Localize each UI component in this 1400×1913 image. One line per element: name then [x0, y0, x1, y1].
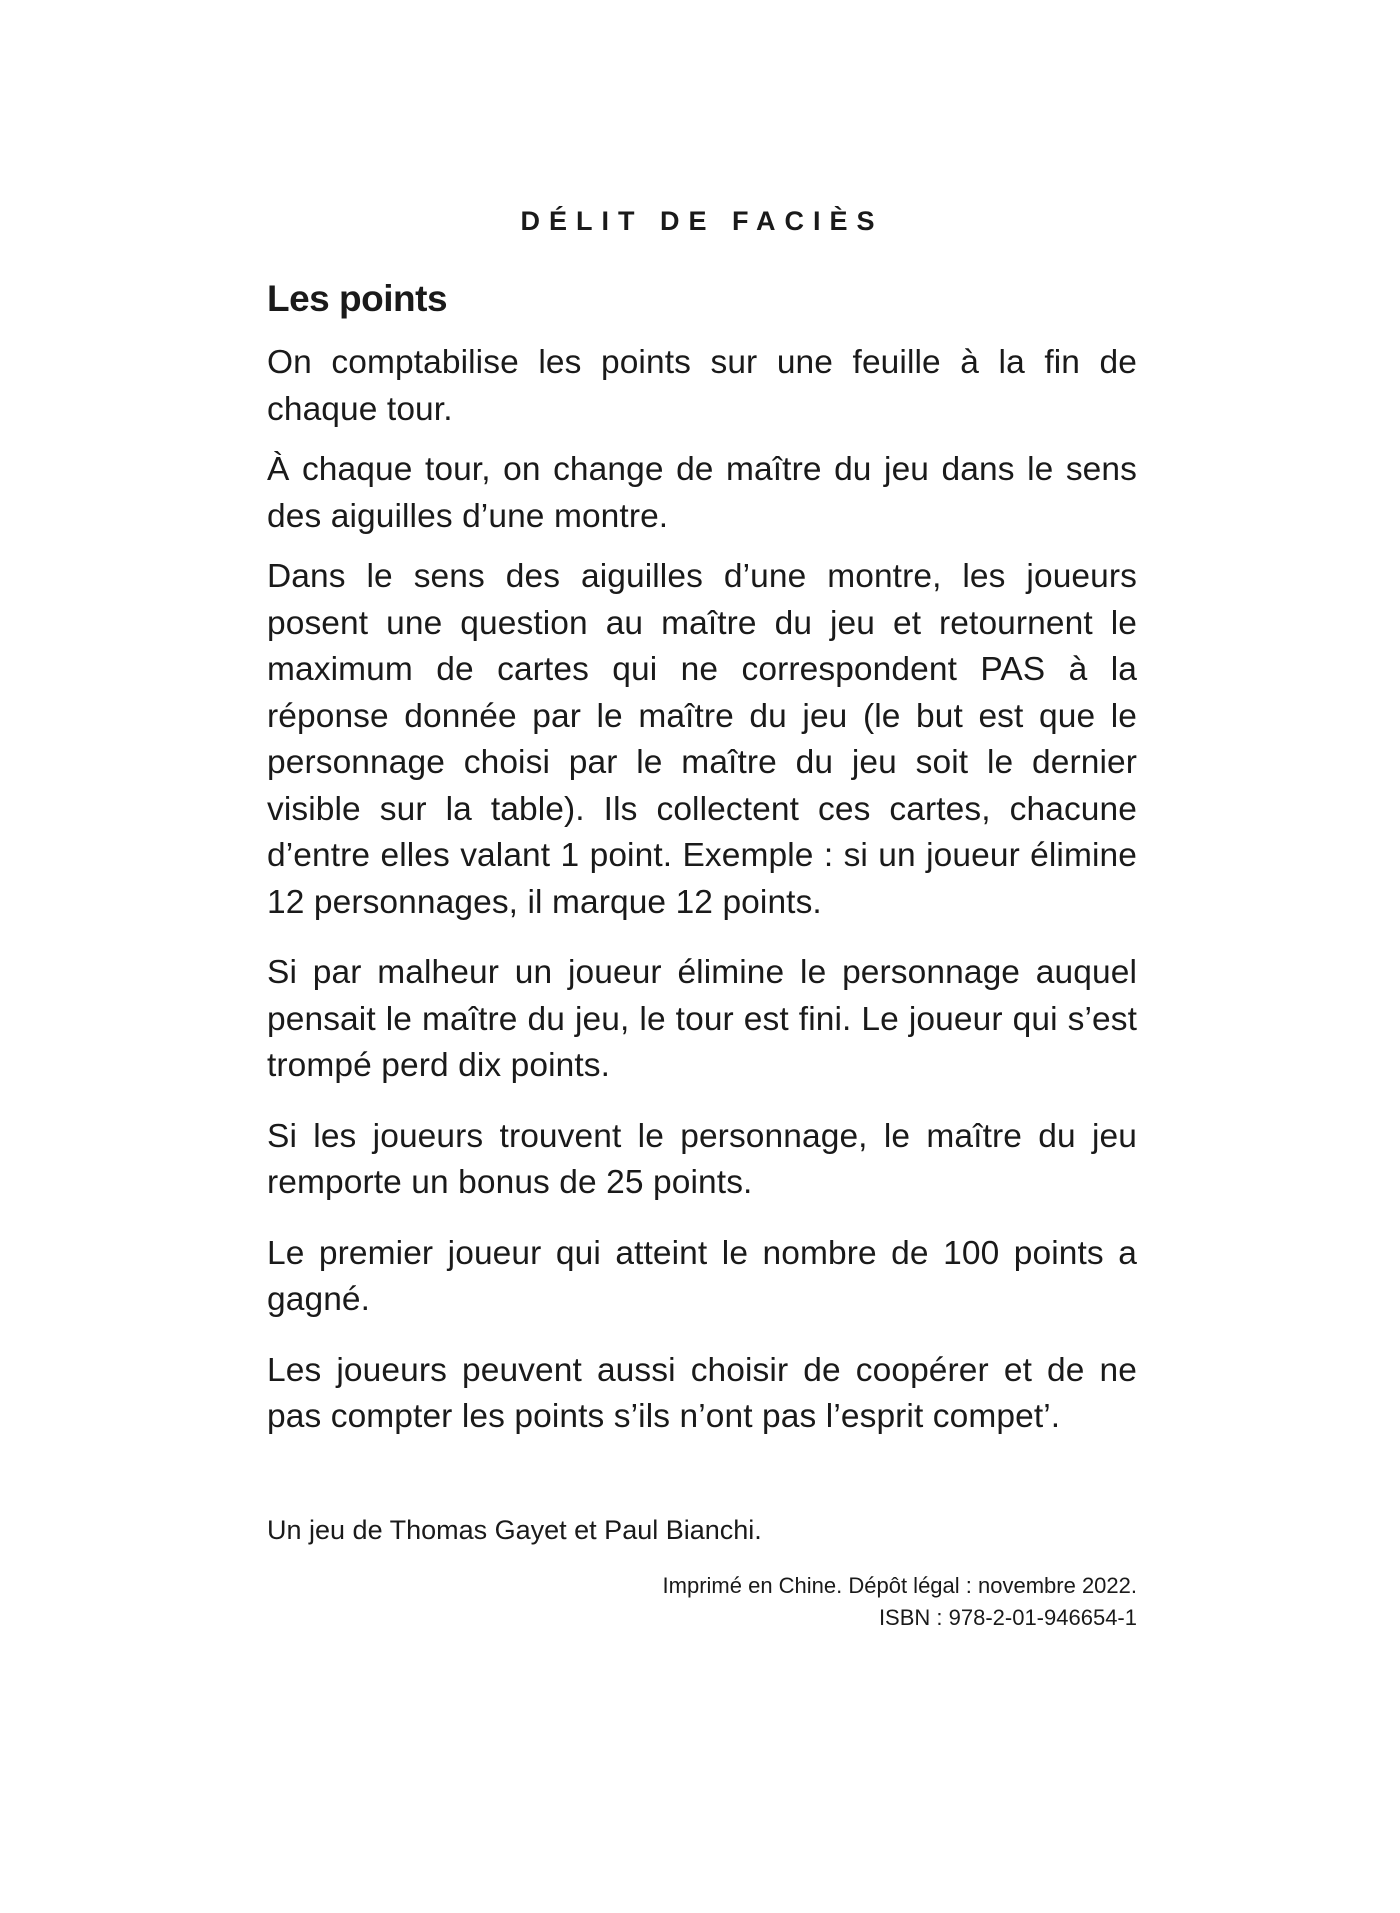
isbn: ISBN : 978-2-01-946654-1 — [878, 1605, 1137, 1630]
paragraph-game-master-rotation: À chaque tour, on change de maître du jeu dans le sens des aiguilles d’une montre. — [267, 451, 1137, 535]
game-credit: Un jeu de Thomas Gayet et Paul Bianchi. — [267, 1515, 762, 1545]
legal-notice — [267, 1570, 1137, 1634]
printing-info: Imprimé en Chine. Dépôt légal : novembre 2022. — [662, 1573, 1137, 1598]
paragraph-questions: Dans le sens des aiguilles d’une montre, les joueurs posent une question au maître du jeu et retournent le maximum de cartes qui ne correspondent PAS à la réponse donnée par le maître du jeu (le but est que le personnage choisi par le maître du jeu soit le dernier visible sur la table). Ils collectent ces cartes, chacune d’entre elles valant 1 point. Exemple : si un joueur élimine 12 personnages, il marque 12 points. — [267, 558, 1137, 921]
paragraph-bonus: Si les joueurs trouvent le personnage, le maître du jeu remporte un bonus de 25 points. — [267, 1117, 1137, 1201]
paragraph-penalty: Si par malheur un joueur élimine le personnage auquel pensait le maître du jeu, le tour est fini. Le joueur qui s’est trompé perd dix points. — [267, 954, 1137, 1084]
paragraph-winning: Le premier joueur qui atteint le nombre de 100 points a gagné. — [267, 1234, 1137, 1318]
paragraph-cooperative: Les joueurs peuvent aussi choisir de coopérer et de ne pas compter les points s’ils n’ont pas l’esprit compet’. — [267, 1351, 1137, 1435]
rules-body — [267, 340, 1137, 1455]
page-title: DÉLIT DE FACIÈS — [520, 206, 884, 236]
section-heading: Les points — [267, 278, 448, 319]
paragraph-scoring-sheet: On comptabilise les points sur une feuille à la fin de chaque tour. — [267, 344, 1137, 428]
